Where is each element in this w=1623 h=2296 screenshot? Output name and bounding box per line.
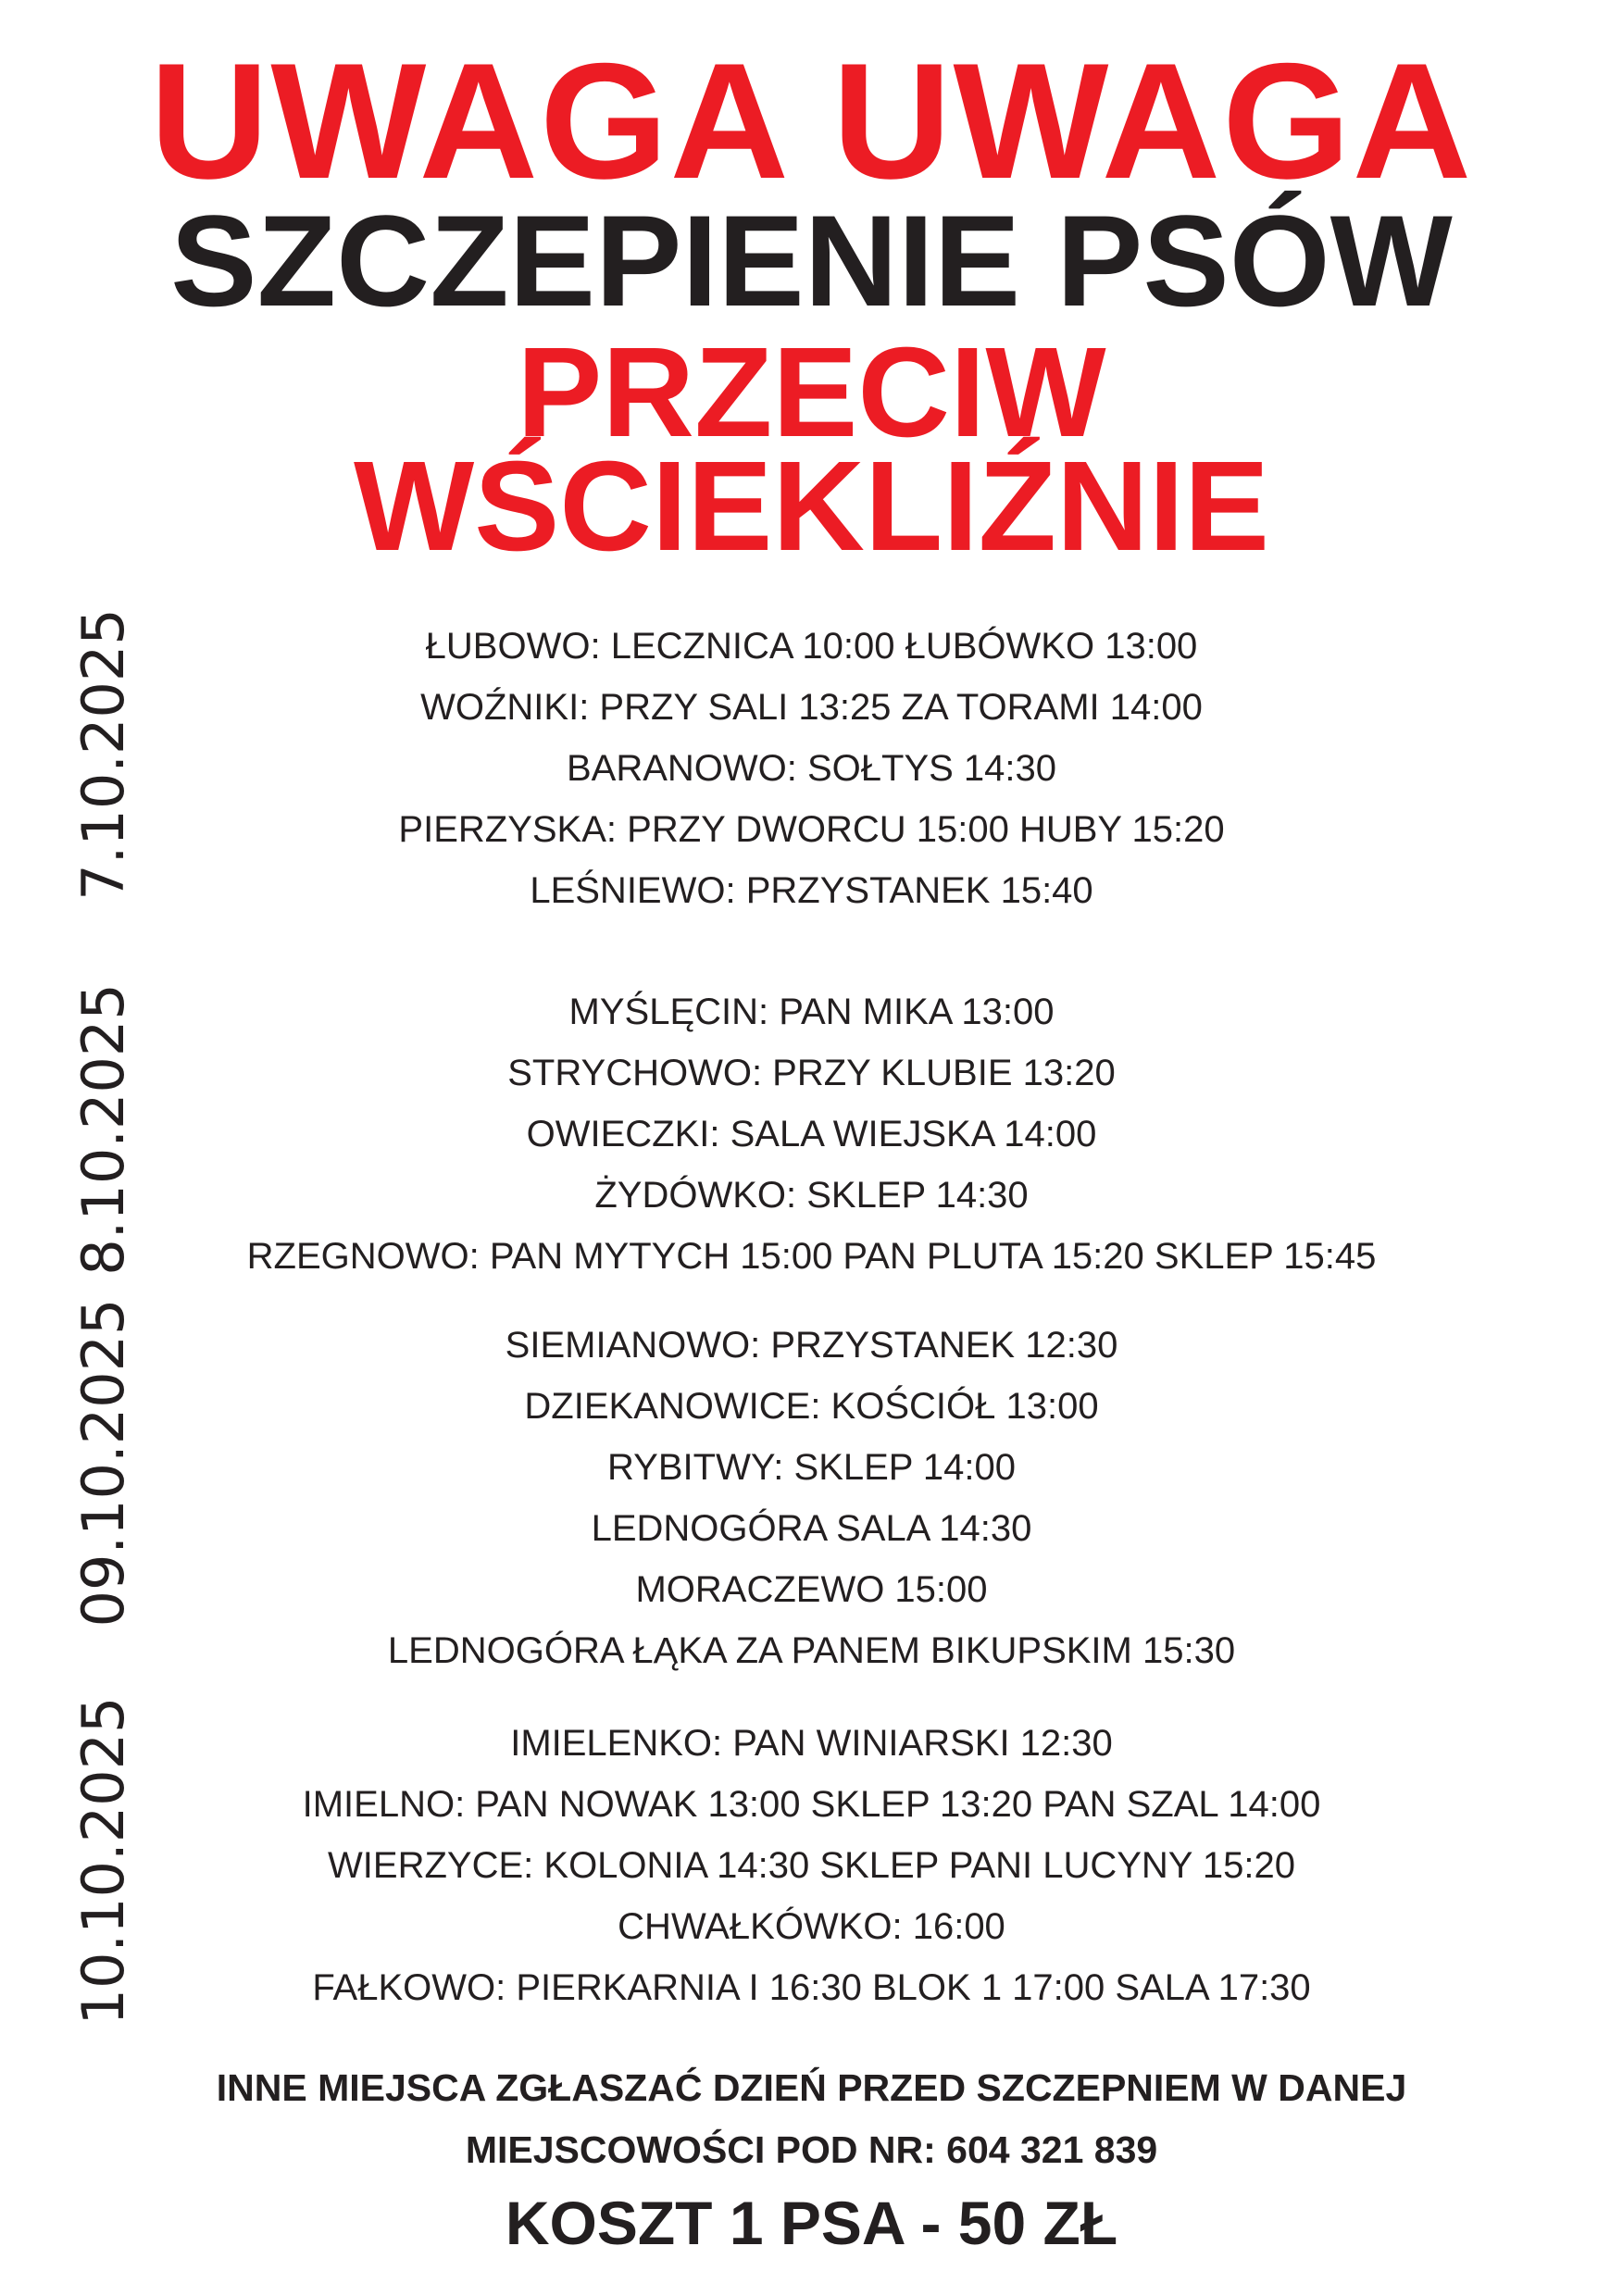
schedule-line: BARANOWO: SOŁTYS 14:30 — [566, 748, 1057, 789]
schedule-line: OWIECZKI: SALA WIEJSKA 14:00 — [526, 1114, 1097, 1154]
schedule-line: MYŚLĘCIN: PAN MIKA 13:00 — [568, 992, 1055, 1032]
schedule-line: STRYCHOWO: PRZY KLUBIE 13:20 — [507, 1053, 1116, 1093]
schedule-lines — [185, 1713, 1438, 2018]
schedule-line: ŻYDÓWKO: SKLEP 14:30 — [594, 1175, 1029, 1216]
schedule-lines — [185, 616, 1438, 921]
schedule-line: WIERZYCE: KOLONIA 14:30 SKLEP PANI LUCYNY 15:20 — [328, 1845, 1295, 1886]
schedule-line: WOŹNIKI: PRZY SALI 13:25 ZA TORAMI 14:00 — [420, 687, 1203, 728]
schedule-lines — [185, 981, 1438, 1287]
schedule-line: RZEGNOWO: PAN MYTYCH 15:00 PAN PLUTA 15:20 SKLEP 15:45 — [246, 1236, 1377, 1277]
headline-against: PRZECIW — [517, 321, 1106, 464]
cost-label: KOSZT 1 PSA - 50 ZŁ — [505, 2189, 1118, 2257]
schedule-lines — [185, 1315, 1438, 1681]
schedule-line: LEDNOGÓRA SALA 14:30 — [591, 1508, 1032, 1549]
headline-attention: UWAGA UWAGA — [149, 29, 1474, 213]
schedule-date-label: 10.10.2025 — [69, 1696, 137, 2026]
footer-phone-note: MIEJSCOWOŚCI POD NR: 604 321 839 — [465, 2128, 1158, 2171]
schedule-line: IMIELENKO: PAN WINIARSKI 12:30 — [510, 1723, 1113, 1764]
schedule-date-label: 09.10.2025 — [69, 1298, 137, 1628]
schedule-line: IMIELNO: PAN NOWAK 13:00 SKLEP 13:20 PAN SZAL 14:00 — [302, 1784, 1321, 1825]
schedule-date-label: 7.10.2025 — [69, 608, 137, 901]
schedule-line: LEDNOGÓRA ŁĄKA ZA PANEM BIKUPSKIM 15:30 — [387, 1630, 1236, 1671]
headline-rabies: WŚCIEKLIŹNIE — [354, 435, 1269, 578]
schedule-line: PIERZYSKA: PRZY DWORCU 15:00 HUBY 15:20 — [398, 809, 1225, 850]
schedule-line: SIEMIANOWO: PRZYSTANEK 12:30 — [505, 1325, 1118, 1366]
schedule-line: ŁUBOWO: LECZNICA 10:00 ŁUBÓWKO 13:00 — [425, 626, 1198, 667]
schedule-line: RYBITWY: SKLEP 14:00 — [607, 1447, 1016, 1488]
footer-note: INNE MIEJSCA ZGŁASZAĆ DZIEŃ PRZED SZCZEPNIEM W DANEJ — [216, 2066, 1407, 2109]
headline-vaccination: SZCZEPIENIE PSÓW — [170, 188, 1453, 333]
schedule-date-label: 8.10.2025 — [69, 983, 137, 1276]
schedule-line: MORACZEWO 15:00 — [635, 1569, 988, 1610]
schedule-line: CHWAŁKÓWKO: 16:00 — [618, 1906, 1005, 1947]
schedule-line: LEŚNIEWO: PRZYSTANEK 15:40 — [530, 870, 1093, 911]
schedule-line: DZIEKANOWICE: KOŚCIÓŁ 13:00 — [524, 1386, 1099, 1427]
schedule-line: FAŁKOWO: PIERKARNIA I 16:30 BLOK 1 17:00 SALA 17:30 — [312, 1967, 1311, 2008]
